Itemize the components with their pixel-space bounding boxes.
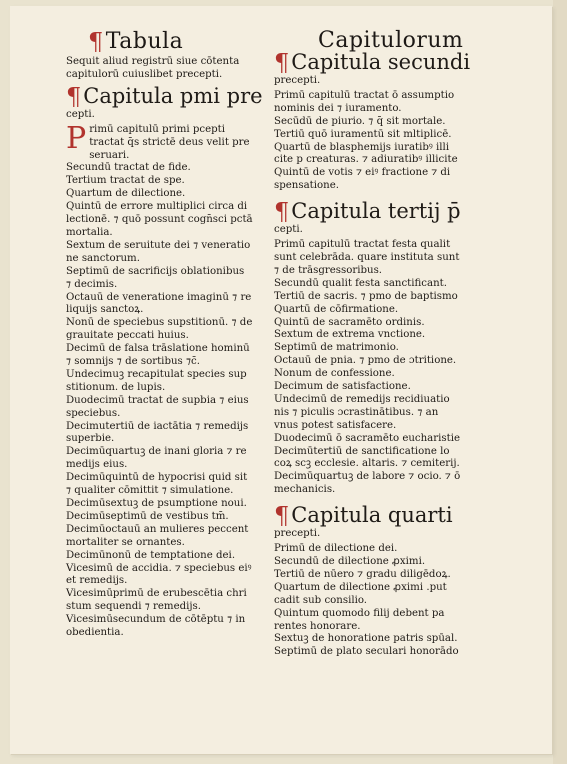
entry-line: Decimūoctauū an mulieres peccent <box>66 523 249 535</box>
page-edge <box>553 0 567 764</box>
chapter-heading-text: Capitula pmi pre <box>83 83 263 108</box>
chapter-subheading: precepti. <box>274 528 321 540</box>
entry-line: Decimutertiū de iactātia ⁊ remedijs <box>66 420 249 432</box>
entry-line: Secūdū de piurio. ⁊ q̄ sit mortale. <box>274 115 446 127</box>
entry-line: Primū capitulū tractat festa qualit <box>274 239 451 251</box>
entry-line: Quartum de dilectione ꝓximi .put <box>274 581 447 593</box>
entry-line: Decimūtertiū de sanctificatione lo <box>274 445 450 457</box>
entry-line: ⁊ decimis. <box>66 278 118 290</box>
entry-line: Quartū de blasphemijs iuratibꝰ illi <box>274 141 450 153</box>
entry-line: grauitate peccati huius. <box>66 330 189 342</box>
entry-line: Tertiū de nūero ⁊ gradu diligēdoꝝ. <box>274 568 451 580</box>
chapter-subheading: cepti. <box>274 224 303 236</box>
chapter-subheading: cepti. <box>66 108 95 120</box>
entry-line: lectionē. ⁊ quō possunt cogn̄sci pctā <box>66 214 253 226</box>
entry-line: Decimūnonū de temptatione dei. <box>66 549 236 561</box>
header-right: Capitulorum <box>318 28 464 53</box>
entry-line: cadit sub consilio. <box>274 594 368 606</box>
chapter-heading-text: Capitula quarti <box>291 503 453 528</box>
right-column <box>274 48 514 659</box>
rubric-mark: ¶ <box>88 28 104 56</box>
entry-line: Quartum de dilectione. <box>66 188 186 200</box>
entry-line: stitionum. de lupis. <box>66 381 166 393</box>
entry-line: Primū de dilectione dei. <box>274 543 398 555</box>
entry-line: Tertiū de sacris. ⁊ pmo de baptismo <box>274 290 458 302</box>
entry-line: cite p creaturas. ⁊ adiuratibꝰ illicite <box>274 154 458 166</box>
rubric-mark: ¶ <box>66 82 82 111</box>
entry-list <box>66 162 276 640</box>
entry-line: ⁊ somnijs ⁊ de sortibus ⁊c̄. <box>66 356 200 368</box>
entry-line: superbie. <box>66 433 115 445</box>
entry-line: stum sequendi ⁊ remedijs. <box>66 601 202 613</box>
rubric-mark: ¶ <box>274 502 290 531</box>
entry-line: Quintum quomodo filij debent pa <box>274 607 445 619</box>
entry-line: Tertiū quō iuramentū sit mltiplicē. <box>274 128 452 140</box>
entry-line: Decimūquartuꝫ de labore ⁊ ocio. ⁊ ō <box>274 471 461 483</box>
entry-list <box>274 239 514 497</box>
intro-line: capitulorū cuiuslibet precepti. <box>66 68 223 80</box>
chapter-heading-3 <box>274 198 514 227</box>
rubric-mark: ¶ <box>274 49 290 77</box>
chapter-heading-1 <box>66 84 276 109</box>
chapter-heading-text: Capitula secundi <box>291 50 471 74</box>
entry-line: Vicesimūsecundum de cōtēptu ⁊ in <box>66 614 246 626</box>
entry-line: Decimūquintū de hypocrisi quid sit <box>66 472 248 484</box>
entry-line: coꝝ scꝫ ecclesie. altaris. ⁊ cemiterij. <box>274 458 460 470</box>
entry-line: Decimum de satisfactione. <box>274 381 411 393</box>
entry-line: Quintū de votis ⁊ eiꝰ fractione ⁊ di <box>274 167 451 179</box>
entry-line: Septimū de sacrificijs oblationibus <box>66 265 245 277</box>
entry-line: Decimūsextuꝫ de psumptione noui. <box>66 498 247 509</box>
entry-line: rimū capitulū primi pcepti <box>89 123 225 135</box>
left-column <box>66 56 276 640</box>
entry-line: Sextum de seruitute dei ⁊ veneratio <box>66 239 251 251</box>
entry-line: Sextuꝫ de honoratione patris spūal. <box>274 633 458 645</box>
entry-line: nominis dei ⁊ iuramento. <box>274 102 402 114</box>
entry-line: Nonū de speciebus supstitionū. ⁊ de <box>66 317 253 329</box>
chapter-heading-4 <box>274 502 514 531</box>
entry-line: Septimū de plato seculari honorādo <box>274 646 459 658</box>
entry-line: Duodecimū ō sacramēto eucharistie <box>274 432 460 444</box>
entry-line: mortaliter se ornantes. <box>66 536 185 548</box>
entry-line: sunt celebrāda. quare instituta sunt <box>274 251 460 263</box>
entry-line: vnus potest satisfacere. <box>274 419 397 431</box>
entry-line: tractat q̄s strictē deus velit pre <box>89 136 250 148</box>
chapter-heading-text: Capitula tertij p̄ <box>291 199 461 224</box>
entry-line: Secundū tractat de fide. <box>66 162 191 174</box>
entry-line: Quintū de sacramēto ordinis. <box>274 316 425 328</box>
entry-line: Secundū de dilectione ꝓximi. <box>274 556 426 567</box>
entry-line: Secundū qualit festa sanctificant. <box>274 277 447 289</box>
entry-line: spensatione. <box>274 180 339 192</box>
entry-line: ⁊ qualiter cōmittit ⁊ simulatione. <box>66 485 234 497</box>
entry-line: Quintū de errore multiplici circa di <box>66 201 248 213</box>
entry-line: seruari. <box>89 149 130 161</box>
entry-line: Septimū de matrimonio. <box>274 342 399 354</box>
entry-line: Octauū de veneratione imaginū ⁊ re <box>66 291 252 303</box>
entry-line: liquijs sanctoꝝ. <box>66 304 144 316</box>
entry-line: rentes honorare. <box>274 620 361 632</box>
entry-line: ⁊ de trāsgressoribus. <box>274 264 383 276</box>
entry-line: Decimū de falsa trāslatione hominū <box>66 343 250 355</box>
entry-line: ne sanctorum. <box>66 252 140 264</box>
chapter-heading-2 <box>274 50 514 75</box>
entry-line: et remedijs. <box>66 575 128 587</box>
intro-line: Sequit aliud registrū siue cōtenta <box>66 56 240 67</box>
entry-line: medijs eius. <box>66 459 128 471</box>
rubric-mark: ¶ <box>274 198 290 227</box>
entry-list <box>274 90 514 193</box>
entry-line: Duodecimū tractat de supbia ⁊ eius <box>66 394 249 406</box>
chapter-subheading: precepti. <box>274 75 321 86</box>
entry-line: obedientia. <box>66 627 124 639</box>
header-left-text: Tabula <box>105 29 184 54</box>
initial-letter: P <box>66 120 87 156</box>
header-left <box>88 28 183 56</box>
first-entry <box>66 120 276 163</box>
book-page <box>10 6 552 754</box>
entry-line: Undecimuꝫ recapitulat species sup <box>66 368 247 380</box>
entry-line: Nonum de confessione. <box>274 368 395 380</box>
entry-line: Vicesimūprimū de erubescētia chri <box>66 588 247 600</box>
entry-line: Quartū de cōfirmatione. <box>274 303 399 315</box>
entry-line: mechanicis. <box>274 484 336 496</box>
entry-line: nis ⁊ piculis ɔcrastinātibus. ⁊ an <box>274 406 439 418</box>
entry-line: Tertium tractat de spe. <box>66 175 185 187</box>
entry-line: Undecimū de remedijs recidiuatio <box>274 393 450 405</box>
entry-line: Octauū de pnia. ⁊ pmo de ɔtritione. <box>274 355 457 367</box>
entry-line: Primū capitulū tractat ō assumptio <box>274 89 455 101</box>
entry-line: Decimūseptimū de vestibus tm̄. <box>66 510 229 522</box>
entry-line: mortalia. <box>66 226 113 238</box>
entry-line: speciebus. <box>66 407 121 419</box>
entry-line: Decimūquartuꝫ de inani gloria ⁊ re <box>66 446 247 458</box>
entry-line: Vicesimū de accidia. ⁊ speciebus eiꝰ <box>66 562 252 574</box>
entry-list <box>274 543 514 659</box>
entry-line: Sextum de extrema vnctione. <box>274 329 426 341</box>
